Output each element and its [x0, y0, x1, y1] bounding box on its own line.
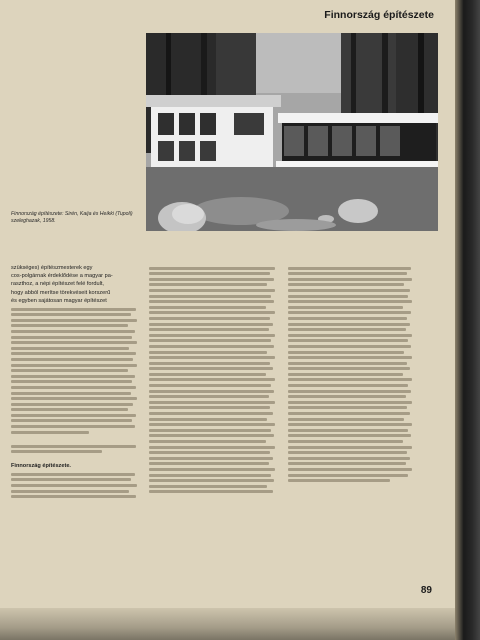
unreadable-text-line	[149, 267, 275, 270]
text-line: raszthoz, a népi építészet felé fordult,	[11, 281, 104, 288]
unreadable-text-line	[11, 308, 136, 311]
text-line: szükséges) építészmesterek egy	[11, 265, 93, 271]
unreadable-text-line	[288, 278, 412, 281]
unreadable-text-line	[288, 440, 403, 443]
unreadable-text-line	[288, 479, 390, 482]
unreadable-text-line	[11, 397, 137, 400]
unreadable-text-line	[149, 345, 274, 348]
unreadable-text-line	[149, 429, 271, 432]
unreadable-text-line	[288, 406, 407, 409]
unreadable-text-line	[288, 429, 408, 432]
photo-modernist-villa-icon	[146, 33, 438, 231]
unreadable-text-line	[11, 495, 136, 498]
unreadable-text-line	[288, 390, 411, 393]
unreadable-text-line	[149, 373, 266, 376]
unreadable-text-line	[288, 289, 410, 292]
unreadable-text-line	[149, 356, 275, 359]
text-column-1	[11, 264, 141, 501]
unreadable-text-line	[11, 375, 135, 378]
unreadable-text-line	[11, 347, 129, 350]
unreadable-text-line	[288, 356, 412, 359]
unreadable-text-line	[11, 431, 89, 434]
unreadable-text-line	[288, 418, 404, 421]
unreadable-text-line	[149, 457, 273, 460]
unreadable-text-line	[149, 401, 275, 404]
unreadable-text-line	[149, 434, 274, 437]
unreadable-text-line	[288, 323, 410, 326]
unreadable-text-line	[11, 425, 135, 428]
unreadable-text-line	[149, 412, 273, 415]
unreadable-text-line	[11, 341, 137, 344]
unreadable-text-line	[288, 367, 410, 370]
unreadable-text-line	[149, 395, 269, 398]
unreadable-text-line	[11, 473, 135, 476]
unreadable-text-line	[149, 384, 271, 387]
unreadable-text-line	[149, 317, 270, 320]
text-column-2	[149, 264, 279, 496]
unreadable-text-line	[149, 390, 274, 393]
entry-heading: Finnország építészete.	[11, 463, 71, 470]
unreadable-text-line	[11, 330, 135, 333]
unreadable-text-line	[149, 423, 275, 426]
unreadable-text-line	[288, 345, 411, 348]
unreadable-text-line	[288, 446, 412, 449]
unreadable-text-line	[149, 289, 275, 292]
text-line: és egyben sajátosan magyar építészet	[11, 297, 107, 304]
unreadable-text-line	[288, 434, 411, 437]
unreadable-text-line	[149, 323, 273, 326]
unreadable-text-line	[11, 490, 129, 493]
unreadable-text-line	[149, 490, 273, 493]
unreadable-text-line	[288, 351, 404, 354]
text-line: hogy abból merítse törekvéseit korszerű	[11, 289, 111, 296]
unreadable-text-line	[288, 362, 407, 365]
unreadable-text-line	[288, 412, 410, 415]
architecture-photo	[146, 33, 438, 231]
unreadable-text-line	[149, 451, 270, 454]
unreadable-text-line	[149, 479, 274, 482]
unreadable-text-line	[149, 328, 269, 331]
photo-caption: Finnország építészete: Sirén, Kaija és Heikki (Tupoli) szeleghazak, 1958.	[11, 211, 133, 224]
unreadable-text-line	[149, 378, 275, 381]
unreadable-text-line	[149, 474, 271, 477]
unreadable-text-line	[288, 474, 408, 477]
unreadable-text-line	[288, 306, 403, 309]
unreadable-text-line	[11, 319, 137, 322]
unreadable-text-line	[149, 311, 275, 314]
unreadable-text-line	[288, 272, 407, 275]
unreadable-text-line	[11, 358, 133, 361]
unreadable-text-line	[11, 364, 137, 367]
unreadable-text-line	[11, 450, 102, 453]
unreadable-text-line	[288, 328, 406, 331]
unreadable-text-line	[149, 334, 275, 337]
unreadable-text-line	[149, 440, 266, 443]
unreadable-text-line	[288, 339, 408, 342]
unreadable-text-line	[288, 378, 412, 381]
unreadable-text-line	[11, 414, 136, 417]
unreadable-text-line	[149, 272, 270, 275]
unreadable-text-line	[149, 339, 271, 342]
unreadable-text-line	[149, 418, 267, 421]
unreadable-text-line	[288, 457, 410, 460]
unreadable-text-line	[288, 373, 403, 376]
unreadable-text-line	[288, 311, 411, 314]
unreadable-text-line	[149, 367, 273, 370]
unreadable-text-line	[11, 419, 132, 422]
unreadable-text-line	[11, 352, 136, 355]
unreadable-text-line	[11, 369, 128, 372]
unreadable-text-line	[149, 306, 266, 309]
unreadable-text-line	[11, 386, 136, 389]
unreadable-text-line	[11, 445, 136, 448]
unreadable-text-line	[149, 295, 271, 298]
unreadable-text-line	[288, 423, 412, 426]
unreadable-text-line	[149, 485, 267, 488]
unreadable-text-line	[11, 484, 137, 487]
unreadable-text-line	[288, 468, 412, 471]
unreadable-text-line	[288, 317, 407, 320]
unreadable-text-line	[149, 278, 274, 281]
unreadable-text-line	[149, 351, 267, 354]
book-spine	[455, 0, 480, 640]
unreadable-text-line	[288, 283, 404, 286]
unreadable-text-line	[11, 478, 131, 481]
unreadable-text-line	[11, 392, 131, 395]
unreadable-text-line	[11, 324, 128, 327]
unreadable-text-line	[11, 408, 128, 411]
unreadable-text-line	[11, 403, 133, 406]
unreadable-text-line	[149, 468, 275, 471]
unreadable-text-line	[288, 401, 412, 404]
unreadable-text-line	[288, 384, 408, 387]
unreadable-text-line	[288, 395, 406, 398]
unreadable-text-line	[149, 462, 269, 465]
unreadable-text-line	[149, 300, 274, 303]
unreadable-text-line	[288, 334, 412, 337]
text-column-3	[288, 264, 416, 485]
page-bottom-edge	[0, 608, 458, 640]
unreadable-text-line	[288, 295, 408, 298]
unreadable-text-line	[149, 362, 270, 365]
running-head: Finnország építészete	[324, 9, 434, 21]
unreadable-text-line	[288, 462, 406, 465]
unreadable-text-line	[149, 283, 267, 286]
unreadable-text-line	[11, 313, 131, 316]
unreadable-text-line	[288, 267, 411, 270]
page-number: 89	[420, 585, 432, 596]
text-line: cos-polgárnak érdeklődése a magyar pa-	[11, 273, 113, 280]
unreadable-text-line	[11, 380, 132, 383]
unreadable-text-line	[288, 451, 407, 454]
unreadable-text-line	[149, 406, 270, 409]
unreadable-text-line	[288, 300, 412, 303]
unreadable-text-line	[149, 446, 275, 449]
unreadable-text-line	[11, 336, 132, 339]
